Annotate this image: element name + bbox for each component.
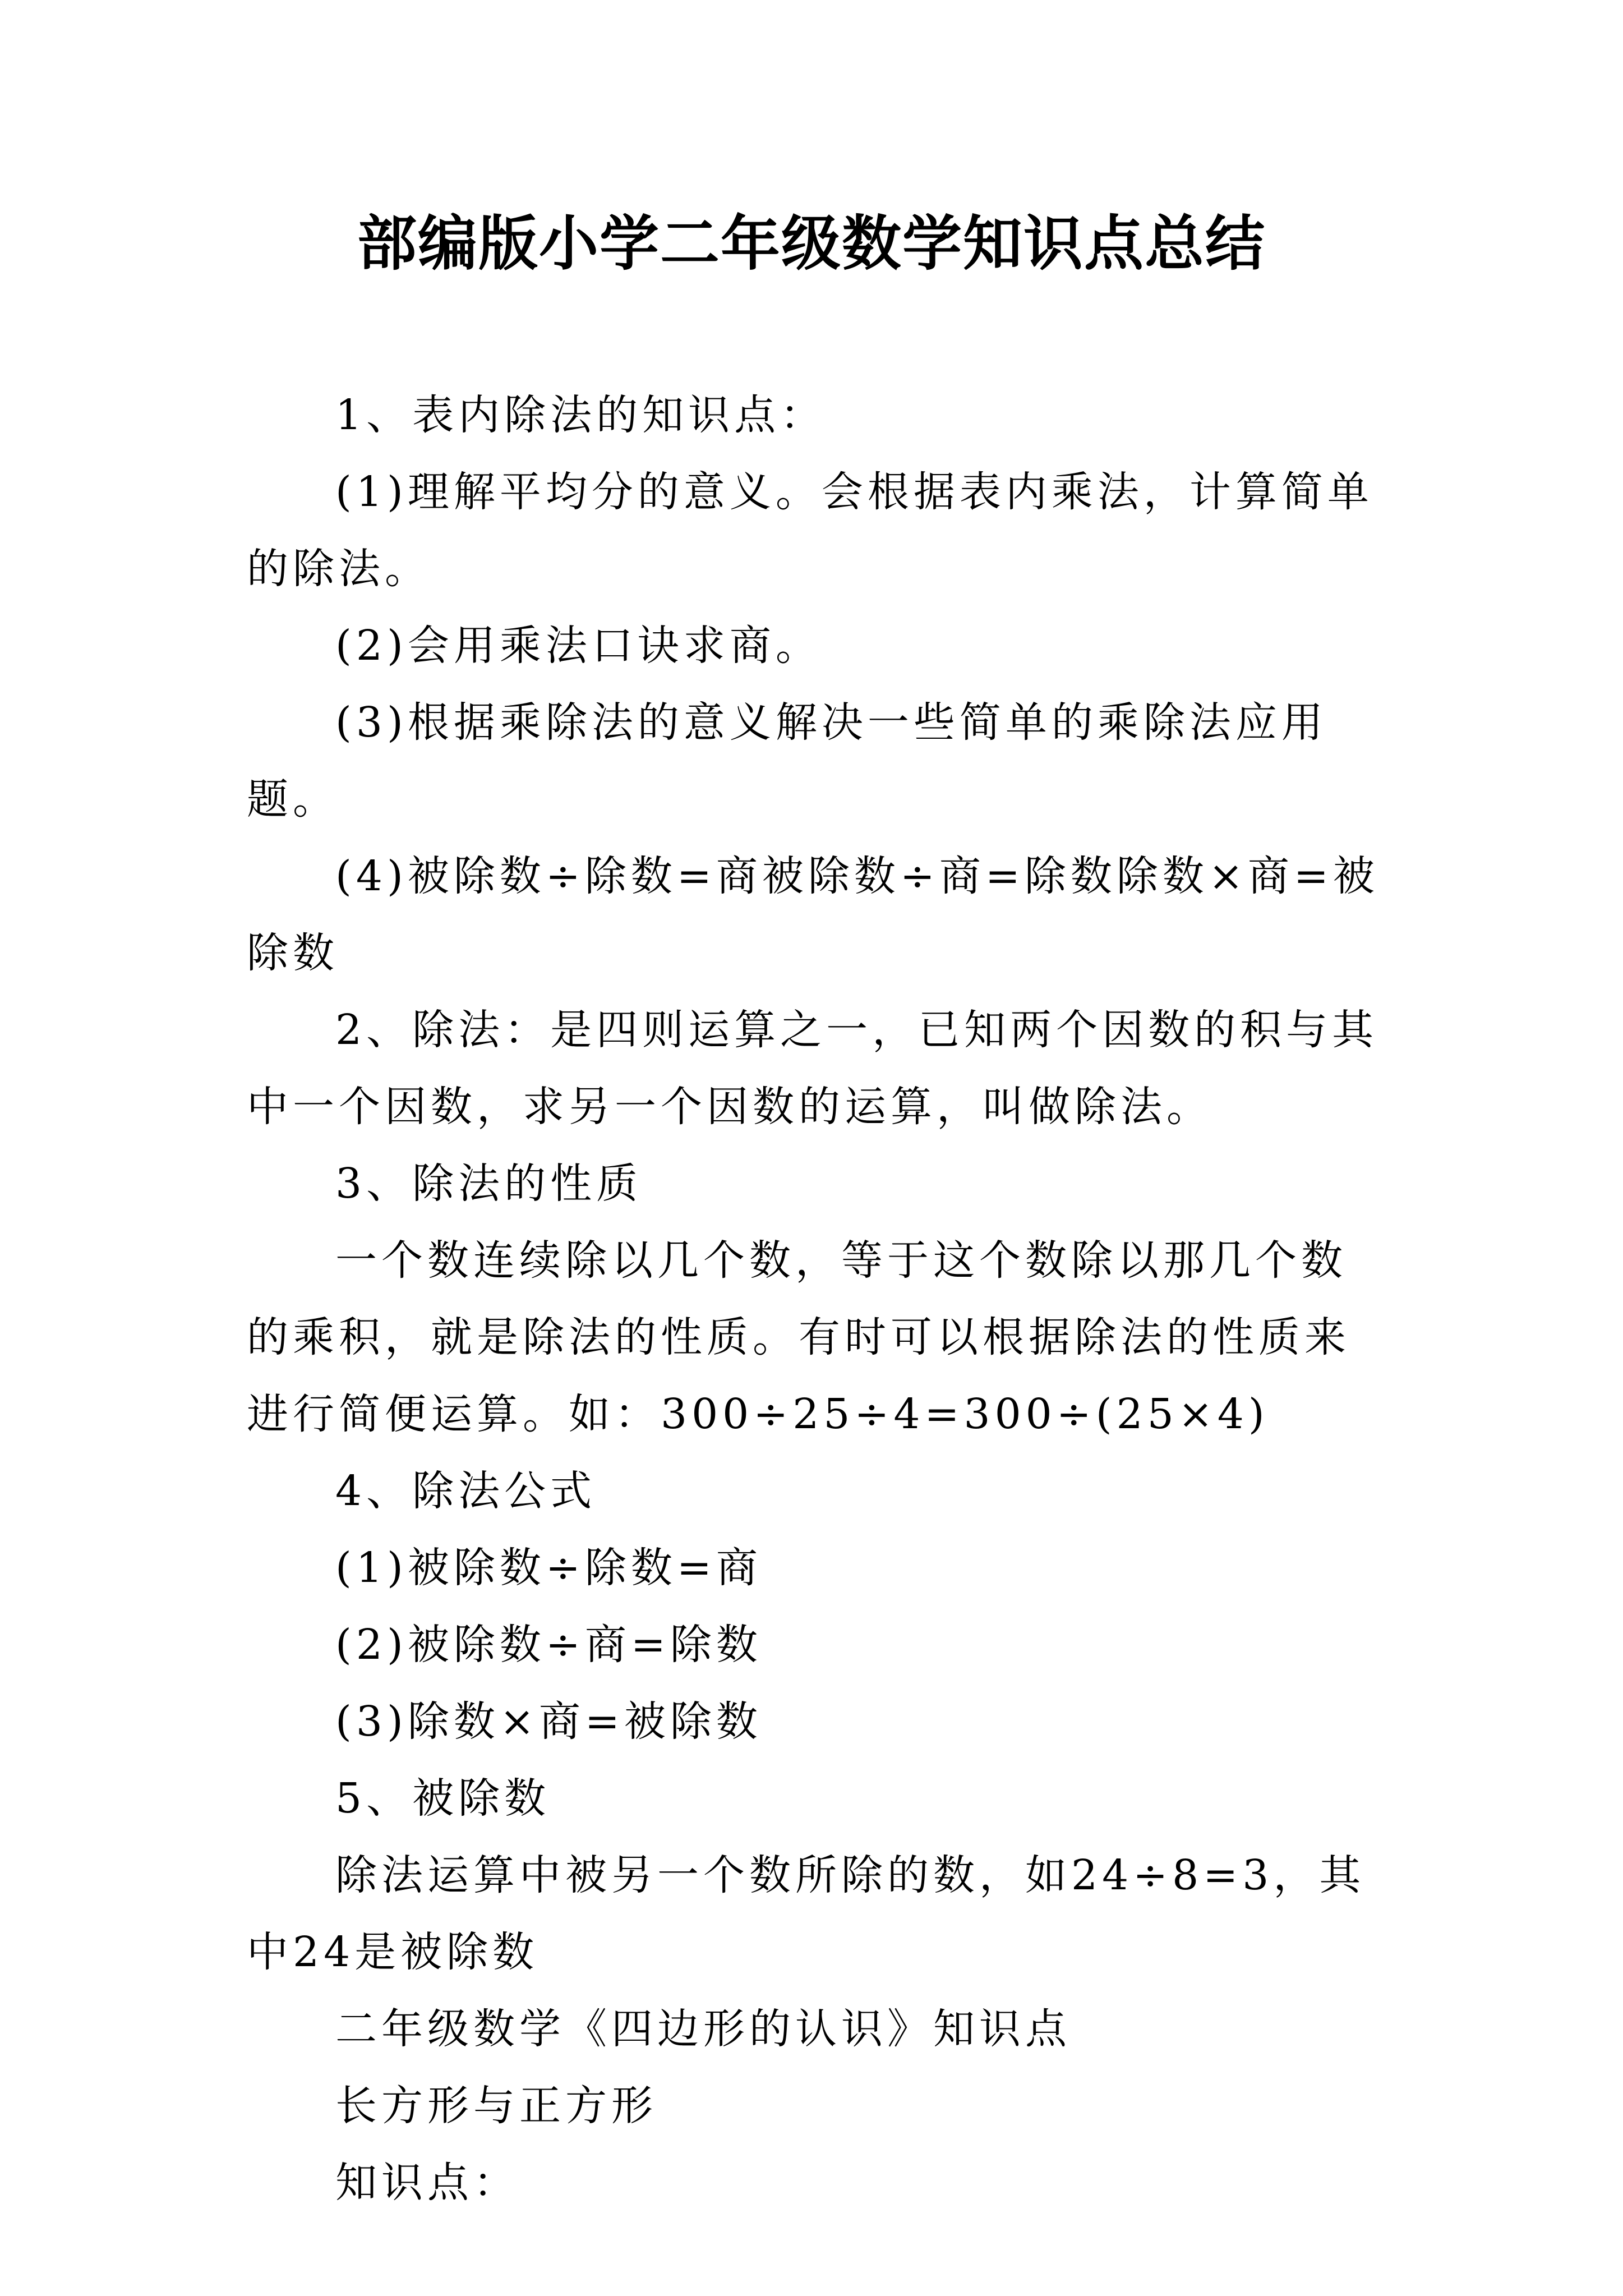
document-body xyxy=(247,377,1385,2221)
paragraph-knowledge-points: 知识点： xyxy=(335,2159,519,2207)
paragraph-formula-1: (1)被除数÷除数=商 xyxy=(335,1544,762,1592)
paragraph-heading-1: 1、表内除法的知识点： xyxy=(335,391,827,439)
paragraph-formula-3: (3)除数×商=被除数 xyxy=(335,1697,762,1746)
paragraph-rectangle-square: 长方形与正方形 xyxy=(335,2082,657,2130)
paragraph-division-property: 一个数连续除以几个数，等于这个数除以那几个数的乘积，就是除法的性质。有时可以根据除法的性质来进行简便运算。如：300÷25÷4=300÷(25×4) xyxy=(247,1236,1350,1438)
paragraph-item-1-3: (3)根据乘除法的意义解决一些简单的乘除法应用题。 xyxy=(247,698,1327,823)
paragraph-dividend-definition: 除法运算中被另一个数所除的数，如24÷8=3，其中24是被除数 xyxy=(247,1851,1366,1976)
paragraph-item-1-1: (1)理解平均分的意义。会根据表内乘法，计算简单的除法。 xyxy=(247,468,1373,593)
paragraph-item-1-2: (2)会用乘法口诀求商。 xyxy=(335,622,822,670)
document-title: 部编版小学二年级数学知识点总结 xyxy=(357,209,1266,278)
paragraph-heading-3: 3、除法的性质 xyxy=(335,1159,643,1208)
paragraph-formula-2: (2)被除数÷商=除数 xyxy=(335,1621,762,1669)
paragraph-quadrilateral-heading: 二年级数学《四边形的认识》知识点 xyxy=(335,2005,1071,2053)
paragraph-heading-2: 2、除法：是四则运算之一，已知两个因数的积与其中一个因数，求另一个因数的运算，叫做除法。 xyxy=(247,1006,1378,1131)
paragraph-item-1-4: (4)被除数÷除数=商被除数÷商=除数除数×商=被除数 xyxy=(247,852,1379,977)
paragraph-heading-4: 4、除法公式 xyxy=(335,1467,597,1515)
paragraph-heading-5: 5、被除数 xyxy=(335,1774,551,1823)
